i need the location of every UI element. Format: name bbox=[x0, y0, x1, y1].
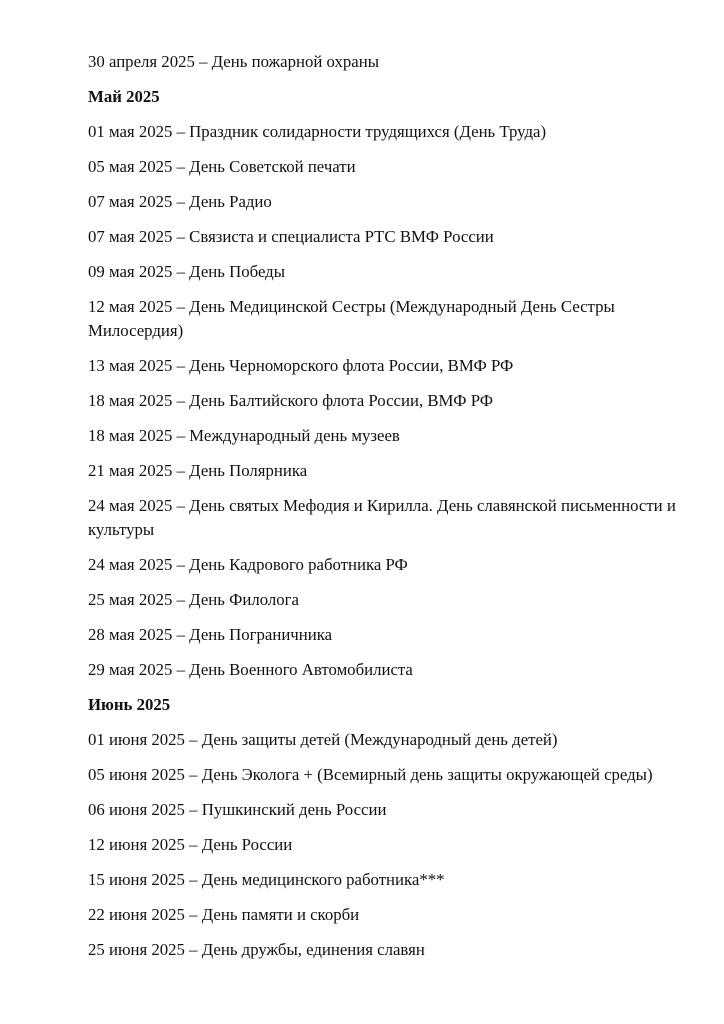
holiday-entry: 01 июня 2025 – День защиты детей (Международный день детей) bbox=[88, 730, 558, 749]
holiday-entry: 05 мая 2025 – День Советской печати bbox=[88, 157, 356, 176]
holiday-entry: 07 мая 2025 – День Радио bbox=[88, 192, 272, 211]
holiday-entry: 24 мая 2025 – День Кадрового работника РФ bbox=[88, 555, 408, 574]
holiday-entry: 25 мая 2025 – День Филолога bbox=[88, 590, 299, 609]
holiday-entry: 25 июня 2025 – День дружбы, единения славян bbox=[88, 940, 425, 959]
holiday-entry: 12 мая 2025 – День Медицинской Сестры (Международный День Сестры Милосердия) bbox=[88, 297, 615, 340]
holiday-entry: 05 июня 2025 – День Эколога + (Всемирный день защиты окружающей среды) bbox=[88, 765, 653, 784]
holiday-entry: 06 июня 2025 – Пушкинский день России bbox=[88, 800, 387, 819]
holiday-entry: 18 мая 2025 – День Балтийского флота России, ВМФ РФ bbox=[88, 391, 494, 410]
month-heading-may: Май 2025 bbox=[88, 87, 160, 106]
month-heading-june: Июнь 2025 bbox=[88, 695, 171, 714]
holiday-entry: 24 мая 2025 – День святых Мефодия и Кирилла. День славянской письменности и культуры bbox=[88, 496, 676, 539]
holiday-entry: 12 июня 2025 – День России bbox=[88, 835, 293, 854]
holiday-entry: 30 апреля 2025 – День пожарной охраны bbox=[88, 52, 379, 71]
holiday-entry: 18 мая 2025 – Международный день музеев bbox=[88, 426, 400, 445]
holiday-entry: 15 июня 2025 – День медицинского работника*** bbox=[88, 870, 445, 889]
holiday-entry: 28 мая 2025 – День Пограничника bbox=[88, 625, 333, 644]
holiday-entry: 09 мая 2025 – День Победы bbox=[88, 262, 285, 281]
holiday-entry: 13 мая 2025 – День Черноморского флота России, ВМФ РФ bbox=[88, 356, 514, 375]
holiday-entry: 21 мая 2025 – День Полярника bbox=[88, 461, 308, 480]
holiday-entry: 07 мая 2025 – Связиста и специалиста РТС ВМФ России bbox=[88, 227, 494, 246]
holiday-entry: 22 июня 2025 – День памяти и скорби bbox=[88, 905, 360, 924]
holiday-entry: 29 мая 2025 – День Военного Автомобилиста bbox=[88, 660, 413, 679]
holiday-entry: 01 мая 2025 – Праздник солидарности трудящихся (День Труда) bbox=[88, 122, 547, 141]
